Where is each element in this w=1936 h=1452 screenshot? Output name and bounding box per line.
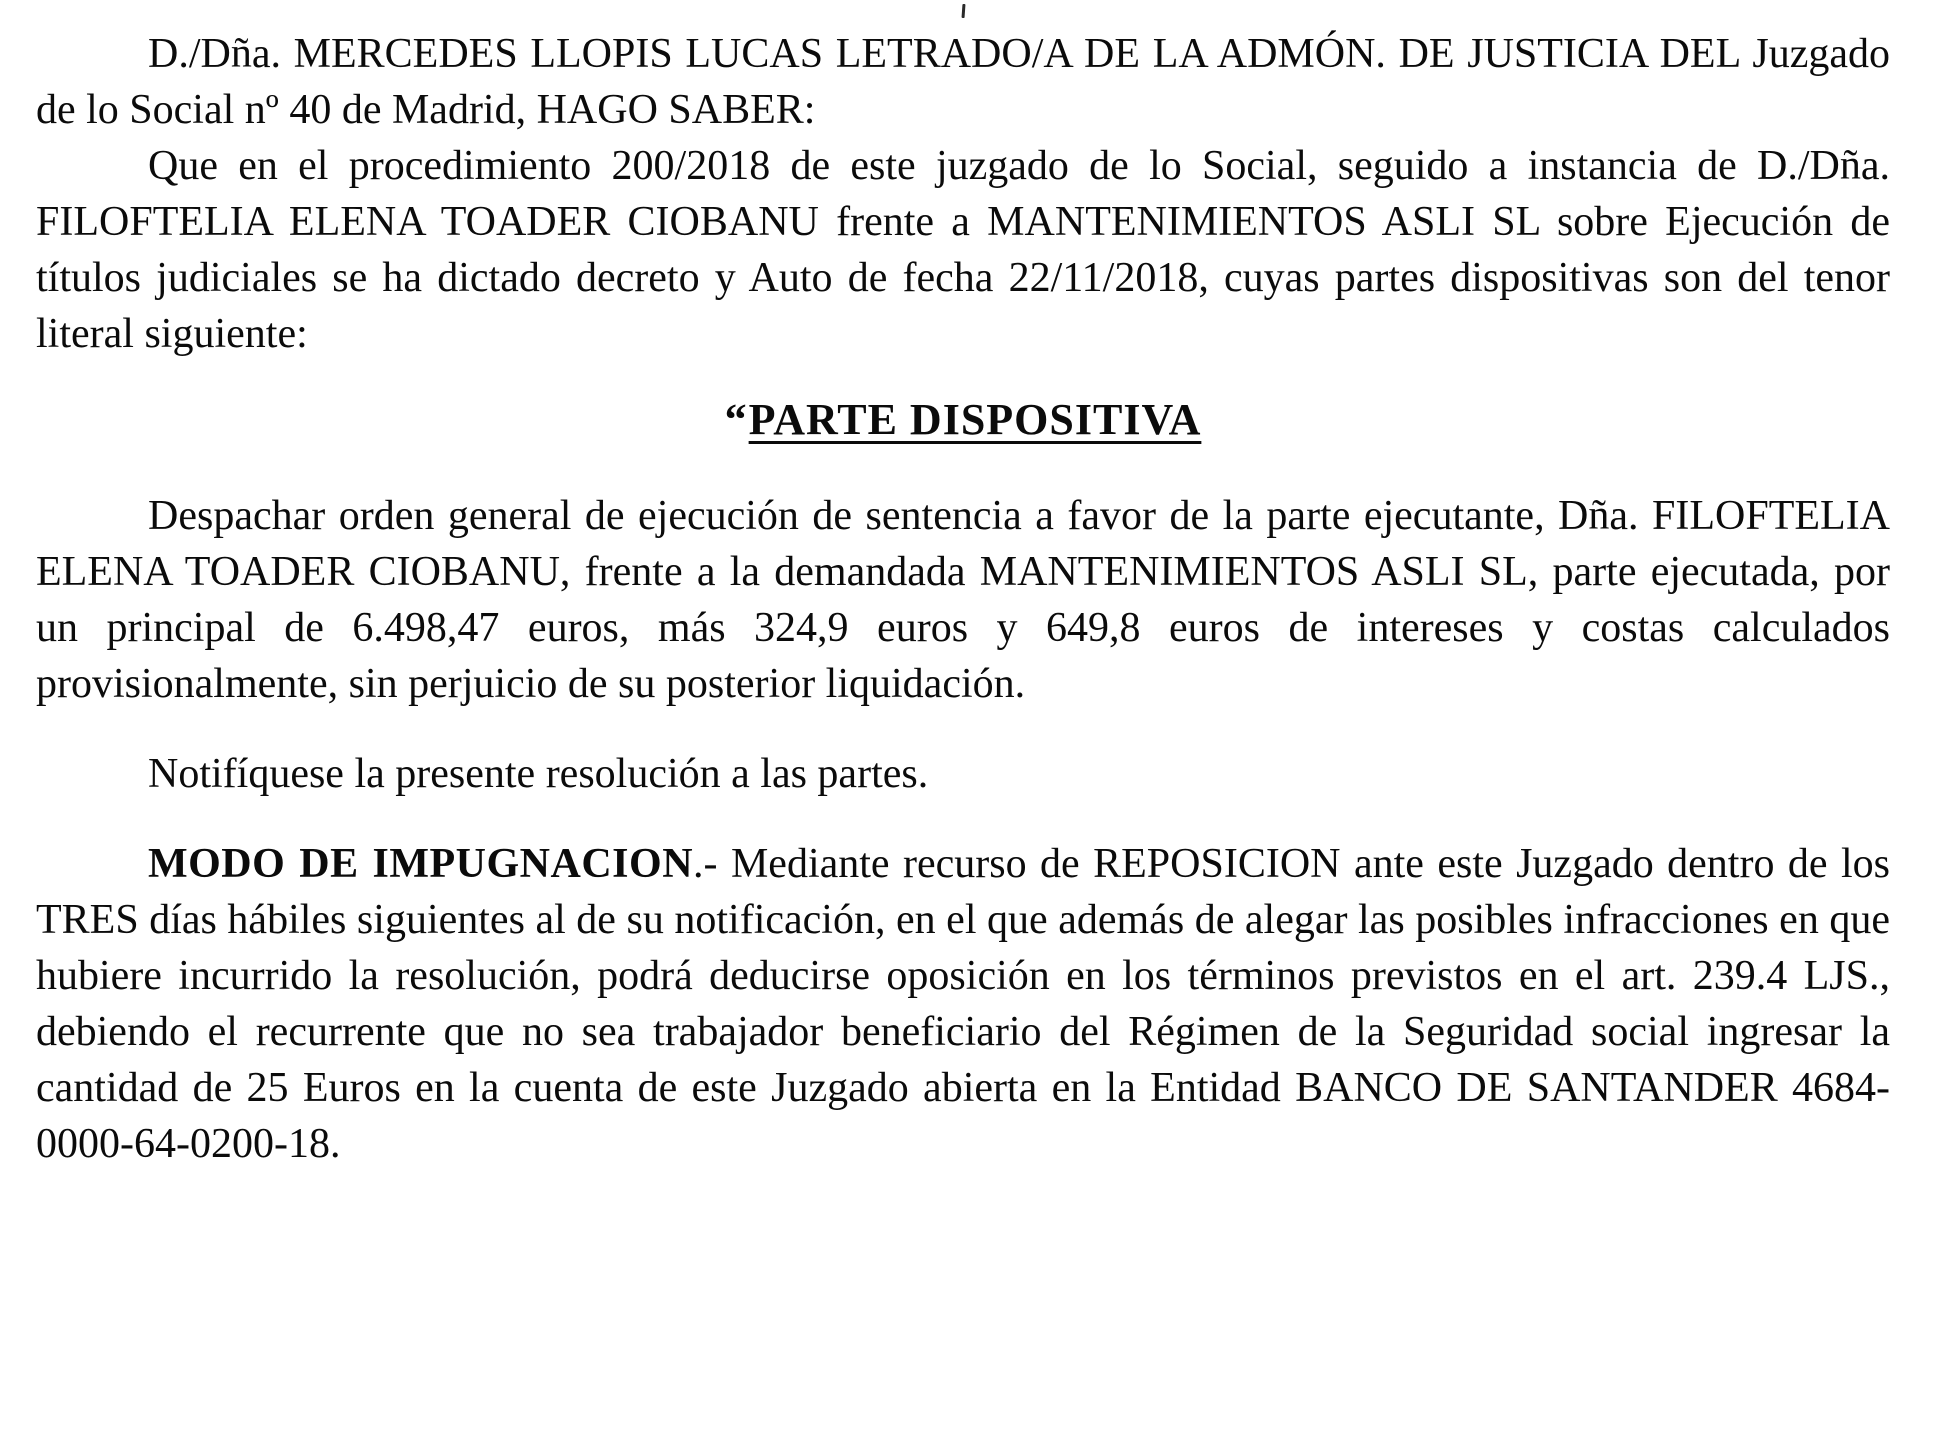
- paragraph-letrado-intro: D./Dña. MERCEDES LLOPIS LUCAS LETRADO/A DE LA ADMÓN. DE JUSTICIA DEL Juzgado de lo Social nº 40 de Madrid, HAGO SABER:: [36, 31, 1890, 133]
- paragraph-dispositive-order: Despachar orden general de ejecución de sentencia a favor de la parte ejecutante, Dña. FILOFTELIA ELENA TOADER CIOBANU, frente a la demandada MANTENIMIENTOS ASLI SL, parte ejecutada, por un principal de 6.498,47 euros, más 324,9 euros y 649,8 euros de intereses y costas calculados provisionalmente, sin perjuicio de su posterior liquidación.: [36, 493, 1890, 707]
- paragraph-procedure-notice: Que en el procedimiento 200/2018 de este juzgado de lo Social, seguido a instancia de D./Dña. FILOFTELIA ELENA TOADER CIOBANU frente a MANTENIMIENTOS ASLI SL sobre Ejecución de títulos judiciales se ha dictado decreto y Auto de fecha 22/11/2018, cuyas partes dispositivas son del tenor literal siguiente:: [36, 143, 1890, 357]
- paragraph-appeal-mode: [36, 836, 1890, 1172]
- opening-quote-mark: “: [724, 395, 747, 444]
- scan-artifact-mark: [962, 4, 966, 18]
- section-heading-text: PARTE DISPOSITIVA: [748, 395, 1202, 444]
- paragraph-notification: Notifíquese la presente resolución a las partes.: [148, 751, 929, 797]
- appeal-mode-lead: MODO DE IMPUGNACION: [148, 841, 694, 887]
- appeal-mode-body: .- Mediante recurso de REPOSICION ante este Juzgado dentro de los TRES días hábiles siguientes al de su notificación, en el que además de alegar las posibles infracciones en que hubiere incurrido la resolución, podrá deducirse oposición en los términos previstos en el art. 239.4 LJS., debiendo el recurrente que no sea trabajador beneficiario del Régimen de la Seguridad social ingresar la cantidad de 25 Euros en la cuenta de este Juzgado abierta en la Entidad BANCO DE SANTANDER 4684-0000-64-0200-18.: [36, 841, 1891, 1167]
- section-heading-parte-dispositiva: [36, 392, 1890, 448]
